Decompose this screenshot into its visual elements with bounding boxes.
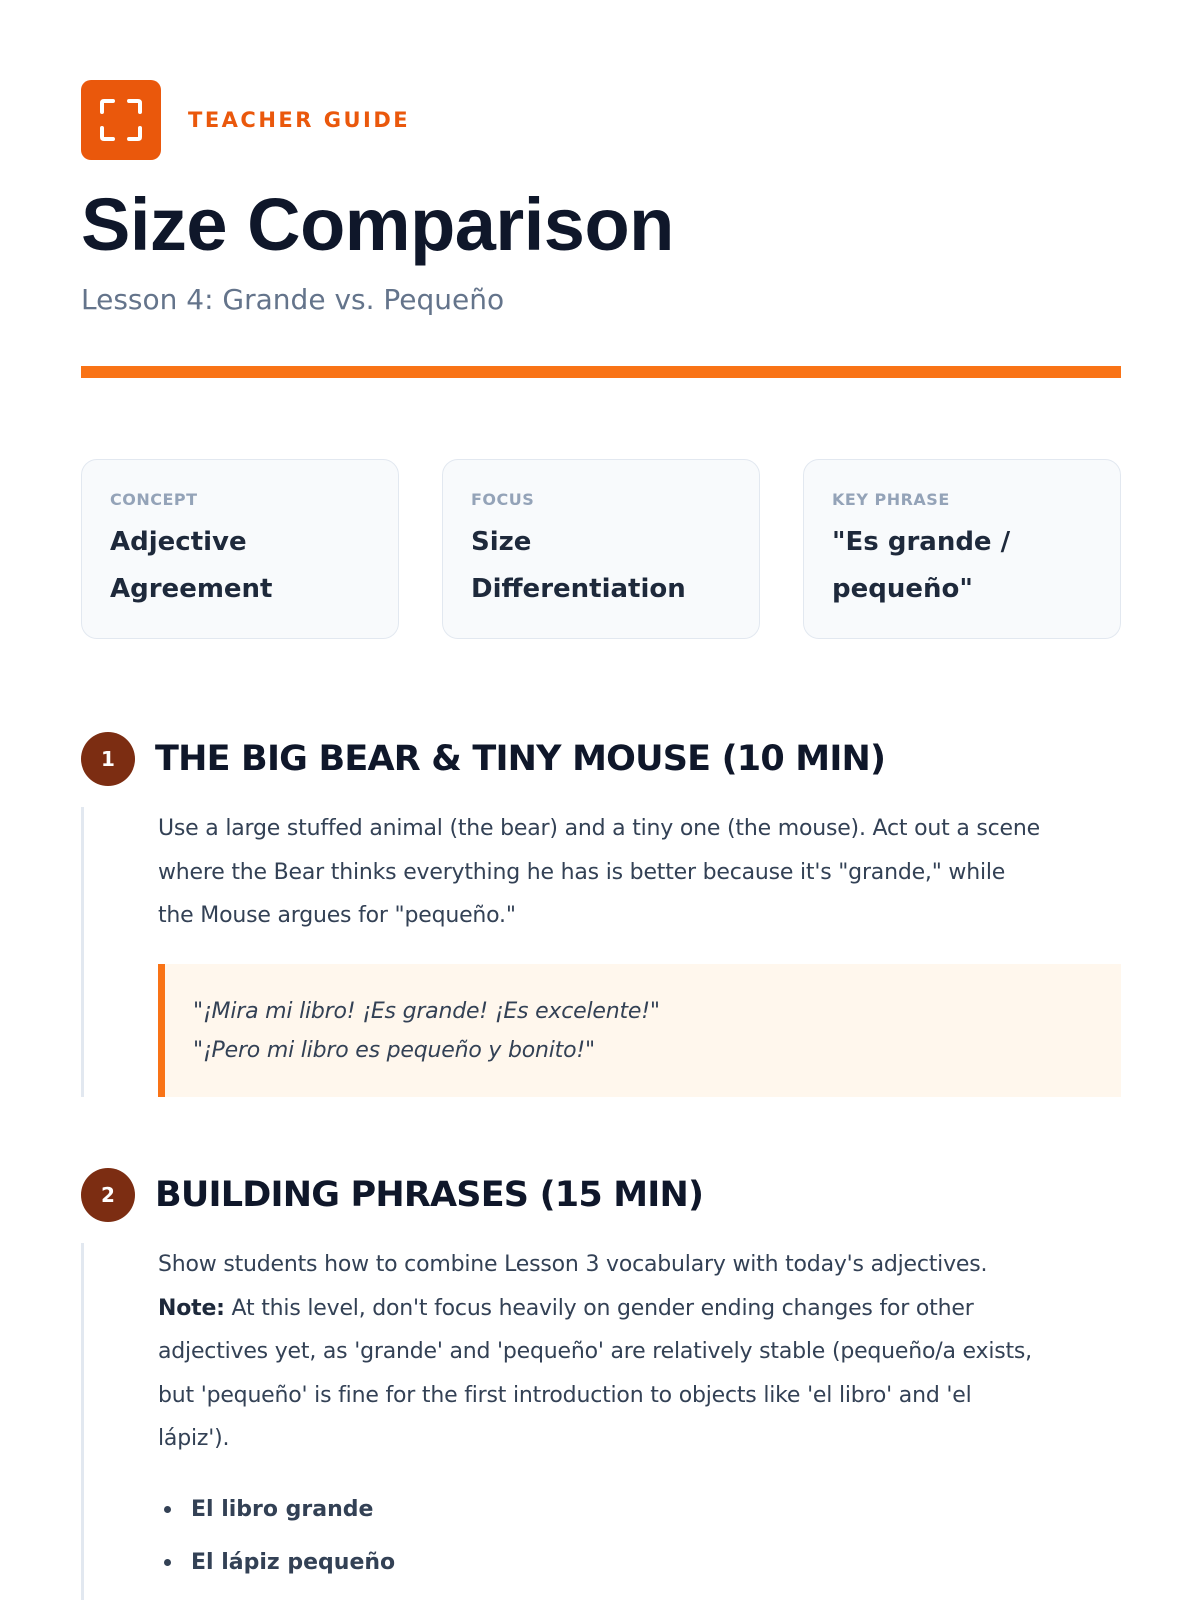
card-label: KEY PHRASE (832, 490, 950, 509)
body-line: the Mouse argues for "pequeño." (158, 903, 516, 928)
brand-row (81, 80, 1121, 160)
summary-cards (81, 459, 1121, 639)
focus-card (442, 459, 760, 639)
note-label: Note: (158, 1295, 225, 1321)
quote-line: "¡Mira mi libro! ¡Es grande! ¡Es excelente!" (193, 998, 660, 1024)
body-line: lápiz'). (158, 1426, 230, 1451)
bullet-dot-icon (164, 1559, 171, 1566)
section-step-1 (81, 731, 1121, 1097)
list-item-text: El lápiz pequeño (191, 1549, 396, 1575)
accent-divider (81, 366, 1121, 378)
body-line: adjectives yet, as 'grande' and 'pequeño' are relatively stable (pequeño/a exists, (158, 1339, 1032, 1364)
body-line: Show students how to combine Lesson 3 vocabulary with today's adjectives. (158, 1252, 988, 1277)
card-label: FOCUS (471, 490, 535, 509)
section-body (81, 807, 1121, 1097)
card-value (832, 519, 1093, 613)
card-value (471, 519, 732, 613)
section-title: BUILDING PHRASES (15 MIN) (155, 1175, 704, 1215)
concept-card (81, 459, 399, 639)
page-title: Size Comparison (81, 183, 674, 266)
body-paragraph (158, 1243, 1121, 1461)
teacher-guide-page (81, 80, 1121, 1575)
card-value-line: Adjective (110, 527, 247, 557)
card-label: CONCEPT (110, 490, 198, 509)
card-value-line: Differentiation (471, 574, 686, 604)
section-title: THE BIG BEAR & TINY MOUSE (10 MIN) (155, 739, 886, 779)
section-body (81, 1243, 1121, 1600)
body-line: where the Bear thinks everything he has is better because it's "grande," while (158, 859, 1006, 885)
list-item (158, 1536, 1121, 1589)
body-line: but 'pequeño' is fine for the first introduction to objects like 'el libro' and 'el (158, 1382, 972, 1408)
key-phrase-card (803, 459, 1121, 639)
step-number-badge: 2 (81, 1168, 135, 1222)
dialogue-quote (158, 964, 1121, 1097)
card-value-line: Agreement (110, 574, 273, 604)
quote-line: "¡Pero mi libro es pequeño y bonito!" (193, 1037, 595, 1063)
focus-frame-icon-glyph (98, 97, 144, 143)
brand-label: TEACHER GUIDE (188, 108, 411, 132)
body-line: At this level, don't focus heavily on gender ending changes for other (224, 1295, 974, 1321)
page-subtitle: Lesson 4: Grande vs. Pequeño (81, 283, 505, 316)
bullet-dot-icon (164, 1506, 171, 1513)
list-item (158, 1483, 1121, 1536)
body-paragraph (158, 807, 1121, 938)
example-phrase-list (158, 1483, 1121, 1589)
step-number-badge: 1 (81, 732, 135, 786)
section-header (81, 731, 1121, 787)
focus-frame-icon (81, 80, 161, 160)
card-value-line: "Es grande / (832, 527, 1011, 557)
section-step-2 (81, 1167, 1121, 1600)
list-item-text: El libro grande (191, 1496, 374, 1522)
section-header (81, 1167, 1121, 1223)
card-value-line: pequeño" (832, 574, 973, 604)
card-value (110, 519, 371, 613)
card-value-line: Size (471, 527, 532, 557)
body-line: Use a large stuffed animal (the bear) and a tiny one (the mouse). Act out a scene (158, 816, 1040, 841)
